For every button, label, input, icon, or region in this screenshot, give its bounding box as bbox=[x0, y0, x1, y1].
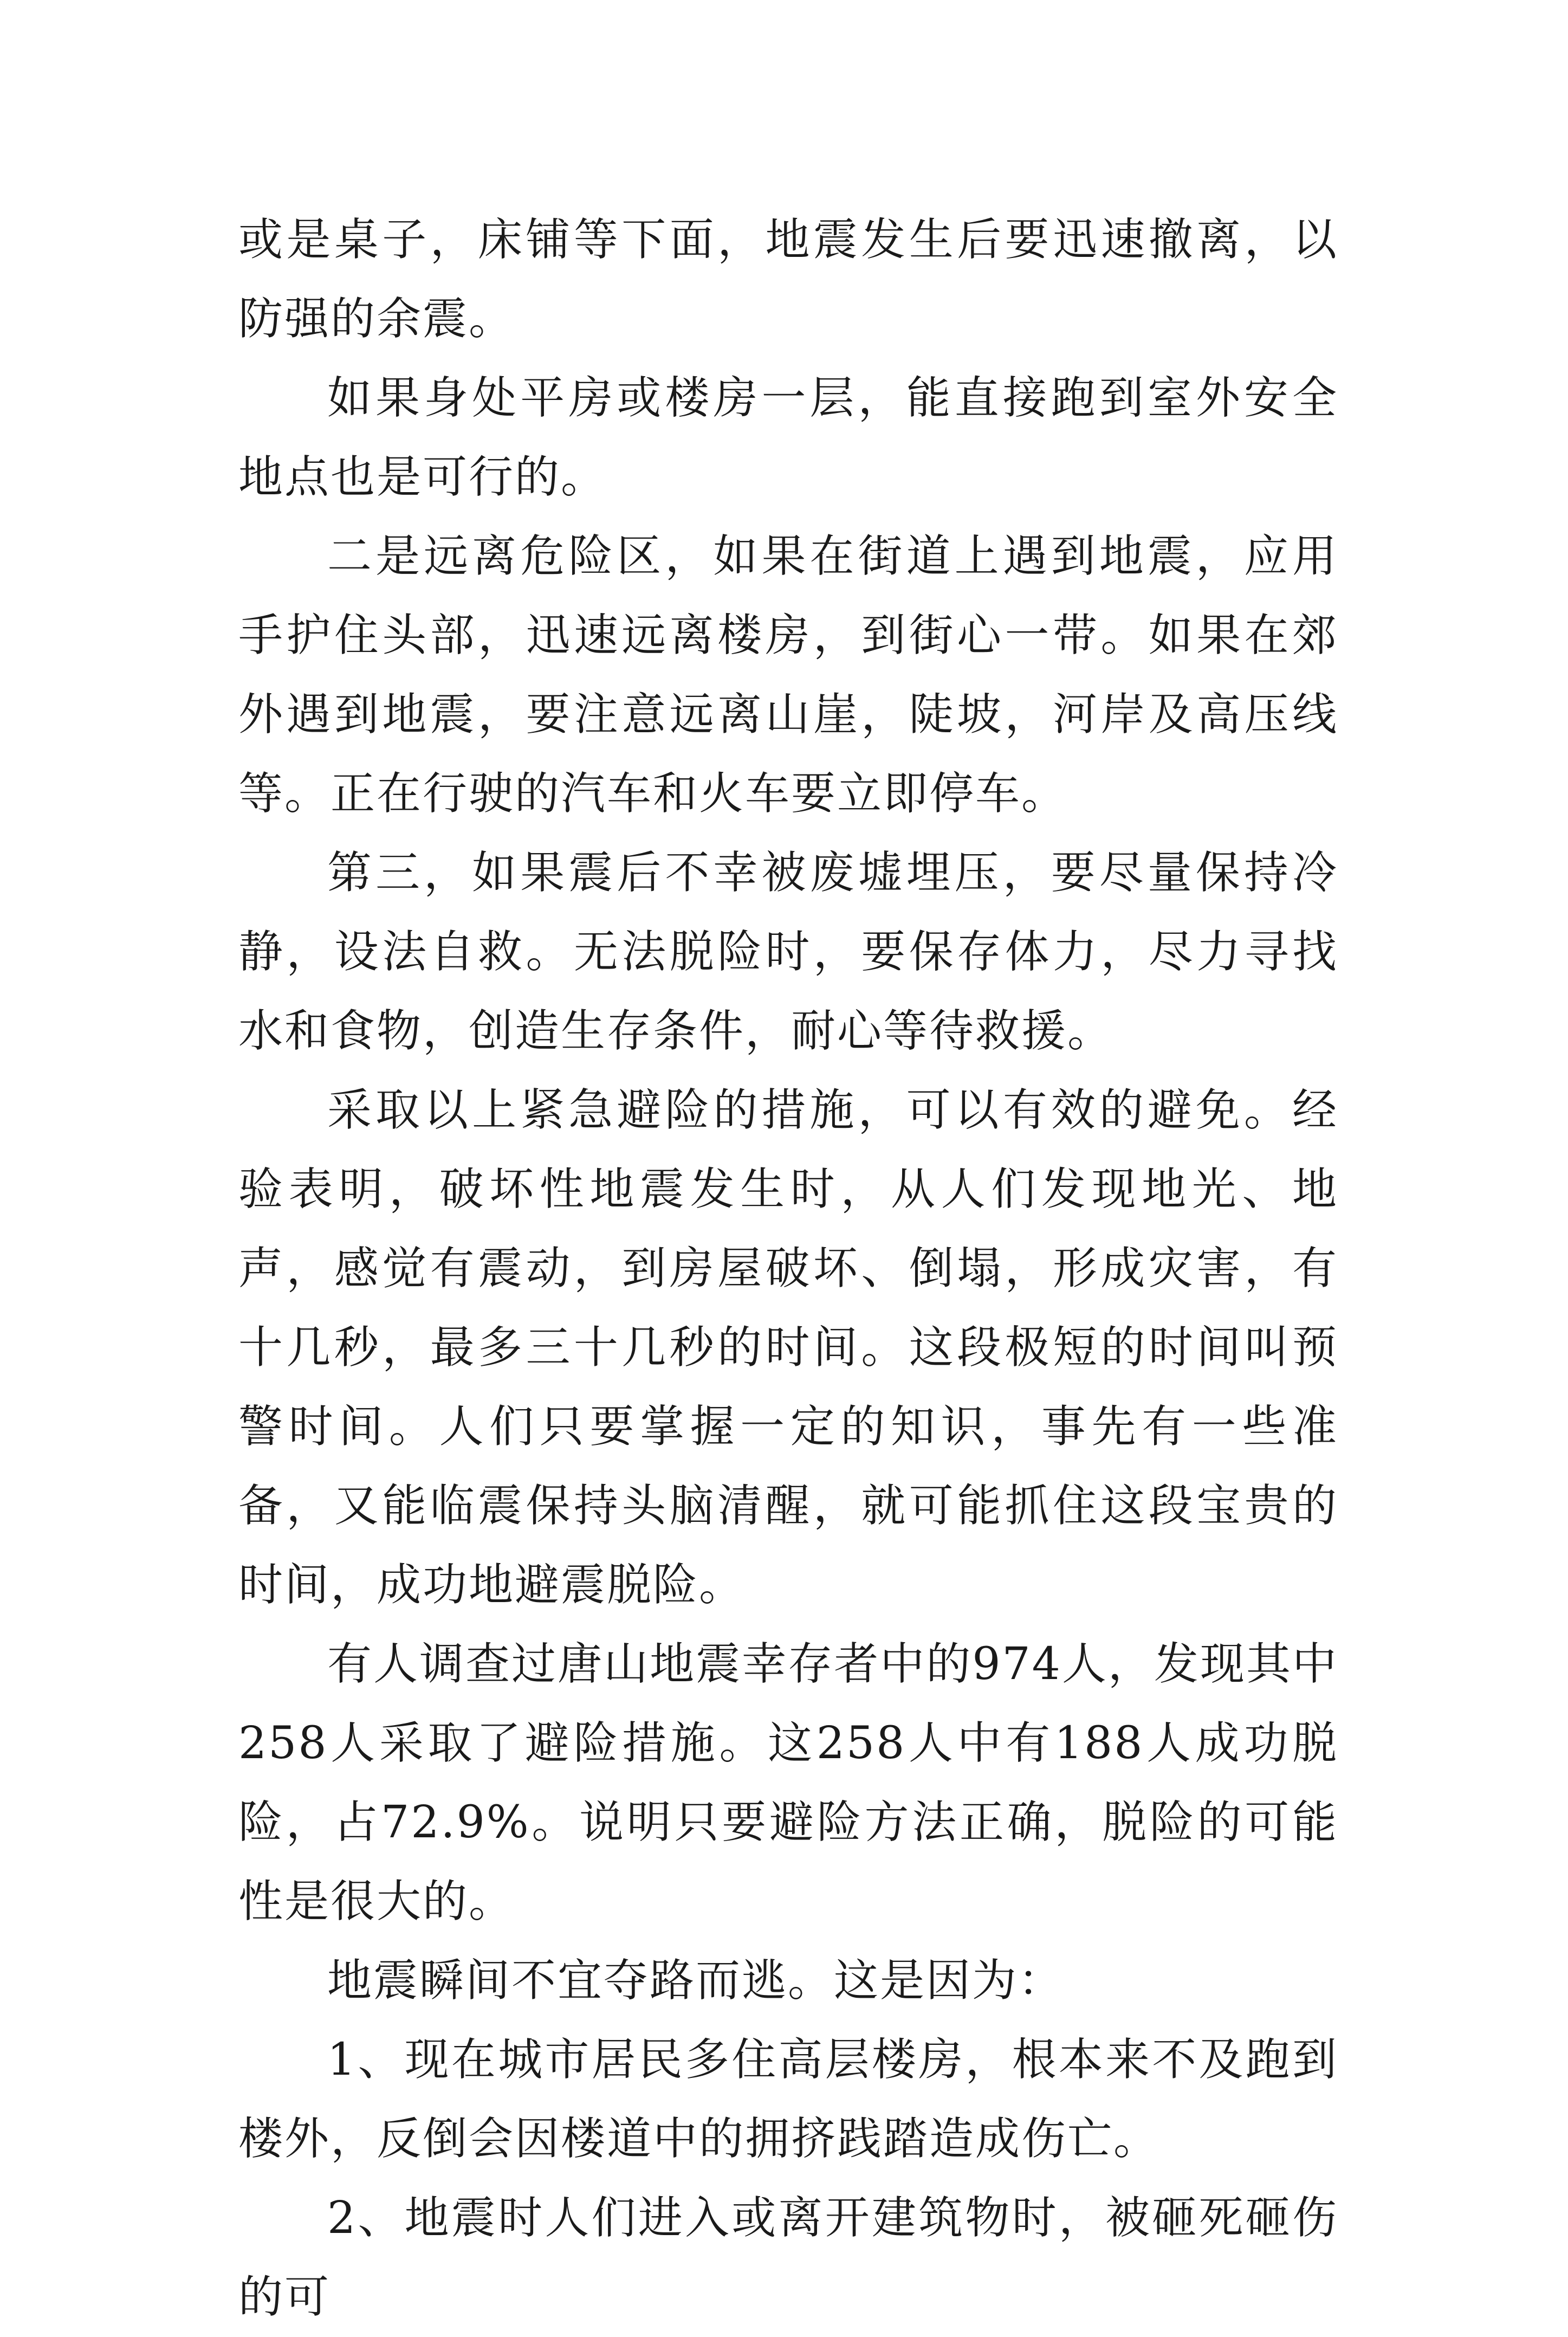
paragraph-do-not-flee: 地震瞬间不宜夺路而逃。这是因为： bbox=[327, 1955, 1065, 2006]
paragraph-ground-floor: 如果身处平房或楼房一层，能直接跑到室外安全地点也是可行的。 bbox=[238, 372, 1338, 503]
paragraph-tangshan-survey: 有人调查过唐山地震幸存者中的974人，发现其中258人采取了避险措施。这258人中有188人成功脱险，占72.9%。说明只要避险方法正确，脱险的可能性是很大的。 bbox=[238, 1638, 1338, 1927]
paragraph-warning-time: 采取以上紧急避险的措施，可以有效的避免。经验表明，破坏性地震发生时，从人们发现地光、地声，感觉有震动，到房屋破坏、倒塌，形成灾害，有十几秒，最多三十几秒的时间。这段极短的时间叫预警时间。人们只要掌握一定的知识，事先有一些准备，又能临震保持头脑清醒，就可能抓住这段宝贵的时间，成功地避震脱险。 bbox=[238, 1084, 1338, 1611]
paragraph-reason-1: 1、现在城市居民多住高层楼房，根本来不及跑到楼外，反倒会因楼道中的拥挤践踏造成伤亡。 bbox=[238, 2034, 1338, 2165]
paragraph-reason-2: 2、地震时人们进入或离开建筑物时，被砸死砸伤的可 bbox=[238, 2192, 1338, 2323]
paragraph-continuation: 或是桌子，床铺等下面，地震发生后要迅速撤离，以防强的余震。 bbox=[238, 214, 1338, 345]
document-body bbox=[238, 201, 1338, 2337]
paragraph-danger-zone: 二是远离危险区，如果在街道上遇到地震，应用手护住头部，迅速远离楼房，到街心一带。如果在郊外遇到地震，要注意远离山崖，陡坡，河岸及高压线等。正在行驶的汽车和火车要立即停车。 bbox=[238, 531, 1338, 819]
paragraph-trapped: 第三，如果震后不幸被废墟埋压，要尽量保持冷静，设法自救。无法脱险时，要保存体力，尽力寻找水和食物，创造生存条件，耐心等待救援。 bbox=[238, 847, 1338, 1057]
